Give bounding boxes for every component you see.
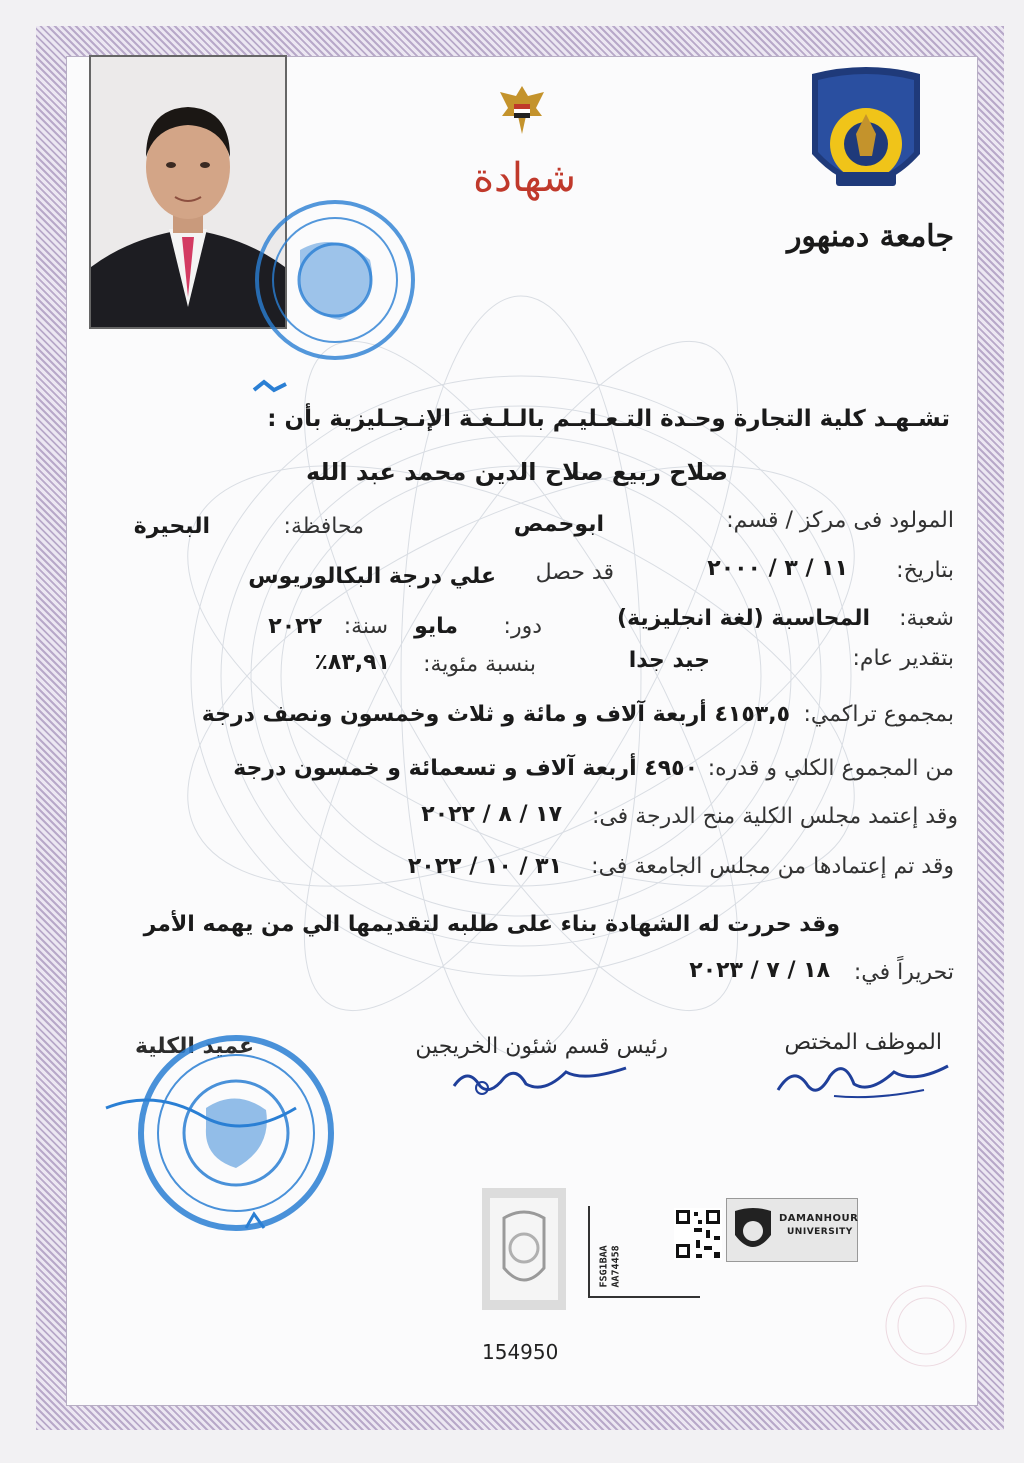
branch-label: شعبة: [899, 606, 954, 631]
branch-value: المحاسبة (لغة انجليزية) [617, 606, 870, 631]
university-name: جامعة دمنهور [786, 219, 954, 254]
student-name: صلاح ربيع صلاح الدين محمد عبد الله [305, 458, 728, 486]
degree-value: علي درجة البكالوريوس [248, 564, 496, 589]
grade-value: جيد جدا [628, 648, 710, 673]
sticker-codes [592, 1214, 622, 1294]
certificate-title: شهادة [473, 155, 576, 201]
written-label: تحريراً في: [853, 960, 954, 985]
employee-signature-icon [774, 1054, 954, 1104]
eagle-emblem-icon [496, 82, 548, 138]
round-label: دور: [503, 614, 542, 639]
born-label: المولود فى مركز / قسم: [726, 508, 954, 533]
university-sticker [726, 1198, 858, 1262]
issued-statement: وقد حررت له الشهادة بناء على طلبه لتقديمها الي من يهمه الأمر [143, 912, 840, 937]
year-value: ٢٠٢٢ [268, 614, 322, 639]
obtained-label: قد حصل [535, 560, 614, 585]
dean-signature-label: عميد الكلية [134, 1034, 254, 1059]
cumulative-label: بمجموع تراكمي: [803, 702, 954, 727]
round-value: مايو [414, 614, 458, 639]
faculty-approval-label: وقد إعتمد مجلس الكلية منح الدرجة فى: [591, 804, 958, 829]
governorate-label: محافظة: [283, 514, 364, 539]
center-value: ابوحمص [513, 512, 604, 537]
employee-signature-label: الموظف المختص [784, 1030, 942, 1055]
sticker-line1: DAMANHOUR [779, 1213, 859, 1224]
governorate-value: البحيرة [133, 514, 210, 539]
qr-code-icon [674, 1208, 722, 1260]
total-value: ٤٩٥٠ أربعة آلاف و تسعمائة و خمسون درجة [233, 756, 698, 781]
birth-date-value: ١١ / ٣ / ٢٠٠٠ [707, 556, 848, 581]
top-stamp-icon [230, 190, 430, 370]
stamp-mark-icon [252, 378, 292, 394]
percent-value: ٨٣,٩١٪ [314, 650, 390, 675]
total-label: من المجموع الكلي و قدره: [707, 756, 954, 781]
sticker-code-b: AA74458 [610, 1245, 622, 1288]
hologram-icon [482, 1188, 566, 1310]
sticker-logo-icon [731, 1205, 775, 1255]
cumulative-value: ٤١٥٣,٥ أربعة آلاف و مائة و ثلاث وخمسون ونصف درجة [201, 702, 790, 727]
faculty-approval-date: ١٧ / ٨ / ٢٠٢٢ [421, 802, 562, 827]
serial-number: 154950 [482, 1340, 559, 1364]
head-graduates-signature-icon [450, 1058, 630, 1102]
university-logo-icon [806, 64, 926, 204]
percent-label: بنسبة مئوية: [423, 652, 536, 677]
head-graduates-signature-label: رئيس قسم شئون الخريجين [415, 1034, 668, 1059]
intro-text: تشـهـد كلية التجارة وحـدة التـعـليـم بالـلـغـة الإنـجـليزية بأن : [267, 406, 950, 432]
written-date: ١٨ / ٧ / ٢٠٢٣ [689, 958, 830, 983]
sticker-line2: UNIVERSITY [787, 1227, 853, 1237]
grade-label: بتقدير عام: [852, 646, 954, 671]
sticker-code-a: FSG1BAA [598, 1245, 610, 1288]
year-label: سنة: [343, 614, 388, 639]
date-label: بتاريخ: [896, 558, 954, 583]
university-approval-label: وقد تم إعتمادها من مجلس الجامعة فى: [591, 854, 954, 879]
dean-stamp-icon [96, 1018, 376, 1248]
university-approval-date: ٣١ / ١٠ / ٢٠٢٢ [407, 854, 562, 879]
